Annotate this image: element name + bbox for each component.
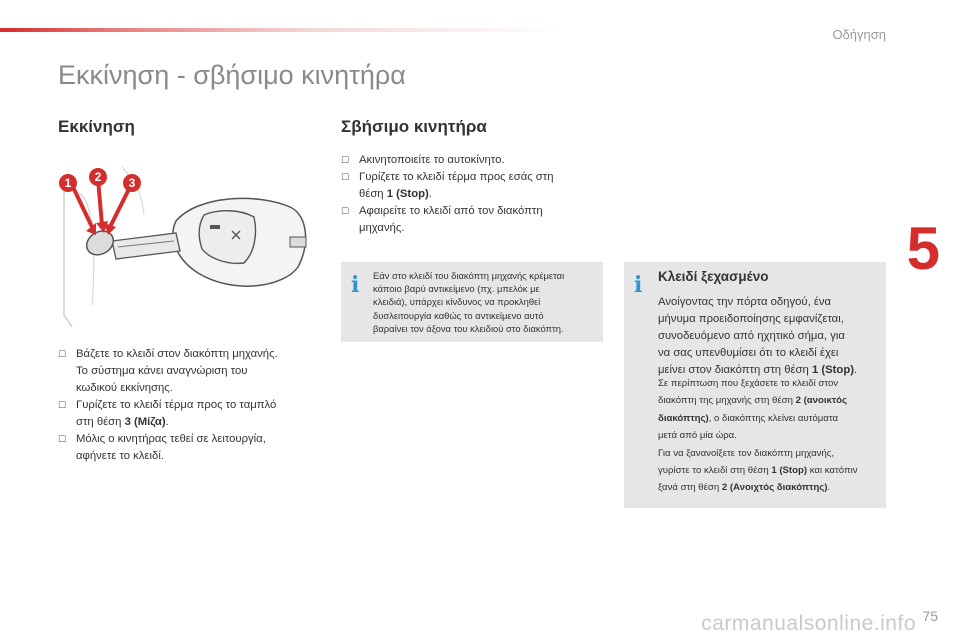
stop-heading: Σβήσιμο κινητήρα	[341, 117, 487, 136]
svg-text:3: 3	[128, 176, 136, 190]
position-badge-3	[123, 174, 141, 192]
checkbox-icon: ☐	[58, 434, 67, 444]
info-box-text: Εάν στο κλειδί του διακόπτη μηχανής κρέμεται κάποιο βαρύ αντικείμενο (πχ. μπελόκ με κλειδιά), υπάρχει κίνδυνος να προκληθεί δυσλειτουργία καθώς το αντικείμενο αυτό βαραίνει τον άξονα του κλειδιού στο διακόπτη.	[373, 270, 565, 334]
list-item: ☐ Γυρίζετε το κλειδί τέρμα προς το ταμπλό στη θέση 3 (Μίζα).	[58, 399, 277, 428]
info-box-detail-text: Σε περίπτωση που ξεχάσετε το κλειδί στον διακόπτη της μηχανής στη θέση 2 (ανοικτός διακόπτης), ο διακόπτης κλείνει αυτόματα μετά από μία ώρα. Για να ξανανοίξετε τον διακόπτη μηχανής, γυρίστε το κλειδί στη θέση 1 (Stop) και κατόπιν ξανά στη θέση 2 (Ανοιχτός διακόπτης).	[658, 378, 858, 494]
info-icon: i	[351, 272, 360, 298]
list-item: ☐ Βάζετε το κλειδί στον διακόπτη μηχανής. Το σύστημα κάνει αναγνώριση του κωδικού εκκίνησης.	[58, 348, 278, 394]
header-accent-bar	[0, 28, 560, 32]
checkbox-icon: ☐	[341, 155, 350, 165]
list-item: ☐ Ακινητοποιείτε το αυτοκίνητο.	[341, 152, 603, 169]
chapter-number: 5	[906, 215, 940, 282]
checkbox-icon: ☐	[341, 172, 350, 182]
page-number: 75	[922, 608, 938, 624]
info-box-title: Κλειδί ξεχασμένο	[658, 269, 769, 284]
start-heading: Εκκίνηση	[58, 117, 135, 136]
section-name: Οδήγηση	[832, 27, 886, 42]
list-item: ☐ Μόλις ο κινητήρας τεθεί σε λειτουργία, αφήνετε το κλειδί.	[58, 433, 266, 462]
info-box-main-text: Ανοίγοντας την πόρτα οδηγού, ένα μήνυμα προειδοποίησης εμφανίζεται, συνοδευόμενο από ηχητικό σήμα, για να σας υπενθυμίσει ότι το κλειδί έχει μείνει στον διακόπτη στη θέση 1 (Stop).	[658, 296, 858, 376]
checkbox-icon: ☐	[341, 206, 350, 216]
list-item: ☐ Αφαιρείτε το κλειδί από τον διακόπτη μηχανής.	[341, 205, 543, 234]
page-title: Εκκίνηση - σβήσιμο κινητήρα	[58, 60, 406, 90]
info-icon: i	[634, 272, 643, 298]
checkbox-icon: ☐	[58, 400, 67, 410]
info-box-heavy-keyring	[341, 262, 603, 342]
checkbox-icon: ☐	[58, 349, 67, 359]
info-box-forgotten-key	[624, 262, 886, 508]
position-badge-2	[89, 168, 107, 186]
watermark: carmanualsonline.info	[701, 612, 916, 635]
ignition-key-illustration	[58, 155, 328, 330]
start-steps	[58, 346, 320, 465]
svg-text:1: 1	[64, 176, 72, 190]
svg-text:2: 2	[94, 170, 102, 184]
list-item: ☐ Γυρίζετε το κλειδί τέρμα προς εσάς στη θέση 1 (Stop).	[341, 171, 554, 200]
stop-steps	[341, 152, 603, 237]
position-badge-1	[59, 174, 77, 192]
